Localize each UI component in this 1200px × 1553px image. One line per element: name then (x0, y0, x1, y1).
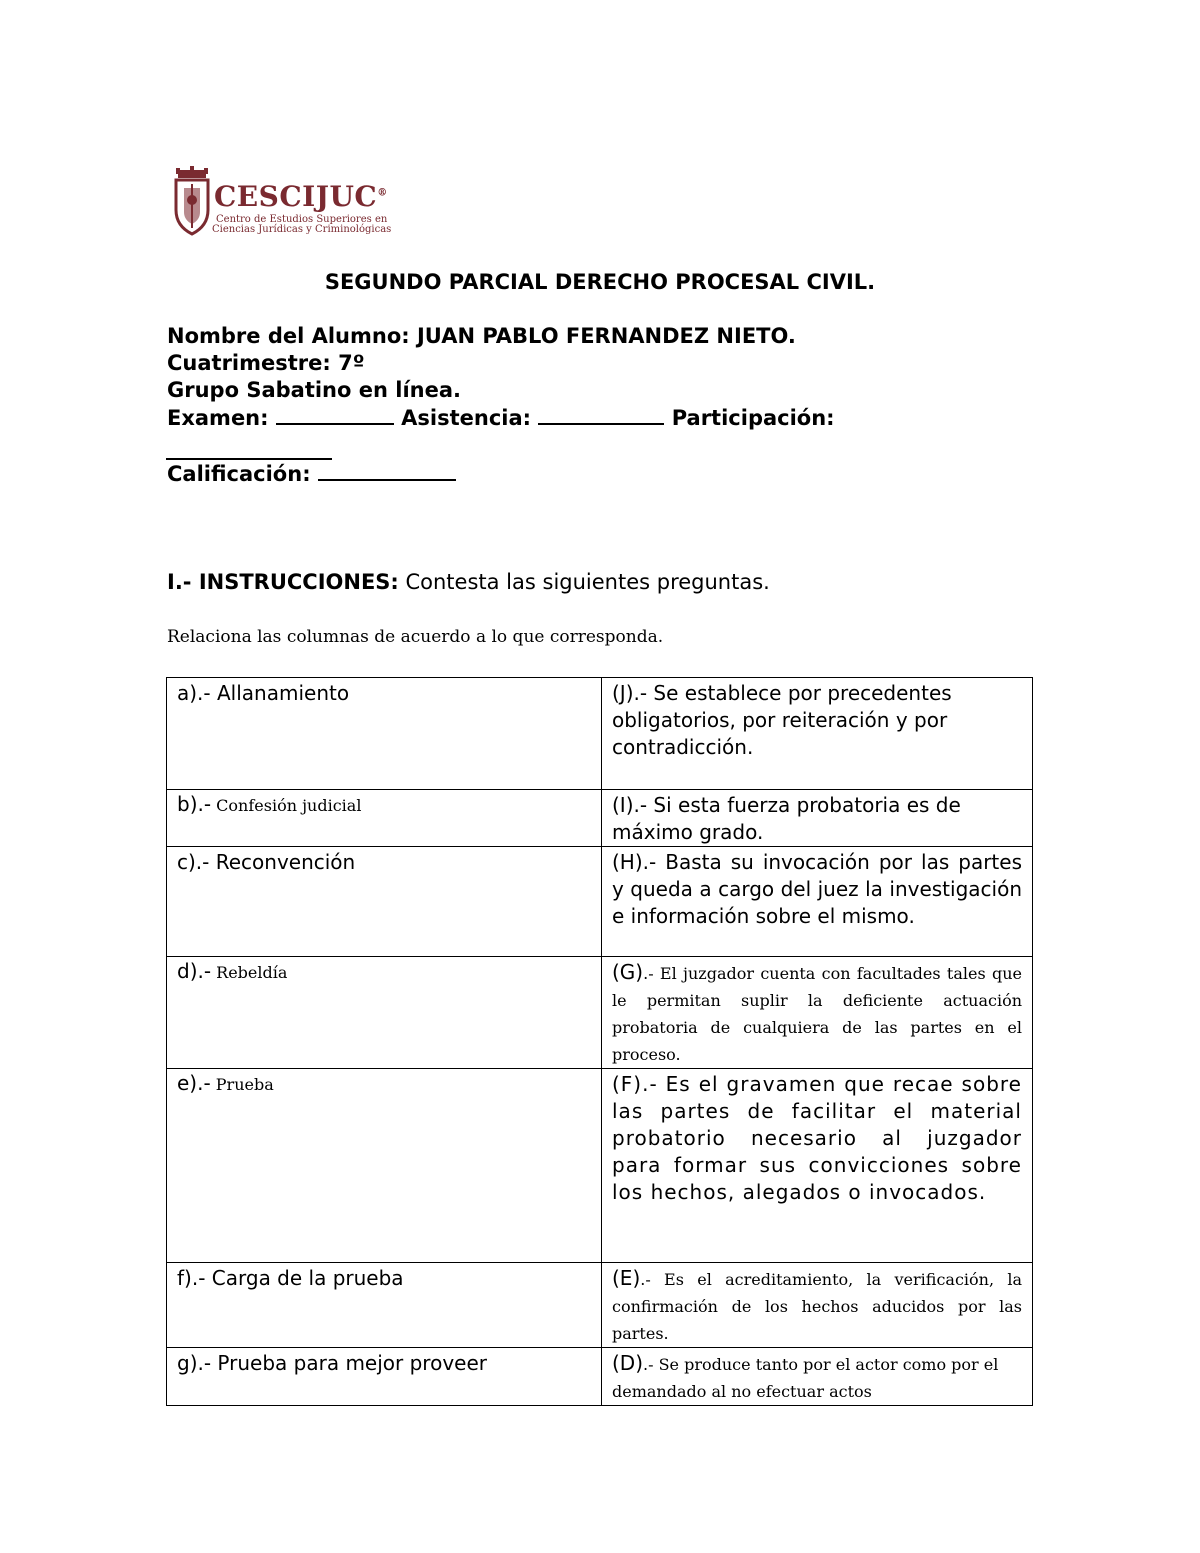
logo-subtitle-2: Ciencias Jurídicas y Criminológicas (212, 224, 392, 235)
table-row (167, 847, 1033, 957)
instructions-heading: I.- INSTRUCCIONES: (167, 570, 399, 594)
participation-blank (166, 458, 332, 460)
right-cell: (G).- El juzgador cuenta con facultades tales que le permitan suplir la deficiente actuación probatoria de cualquiera de las partes en el proceso. (602, 957, 1033, 1069)
right-cell: (J).- Se establece por precedentes obligatorios, por reiteración y por contradicción. (602, 678, 1033, 790)
relate-instruction: Relaciona las columnas de acuerdo a lo que corresponda. (167, 627, 664, 647)
term: Cuatrimestre: 7º (167, 351, 365, 375)
table-row (167, 1069, 1033, 1263)
attendance-label: Asistencia: (401, 406, 532, 430)
matching-table (166, 677, 1033, 1406)
crest-icon (172, 166, 212, 236)
grade-blank (318, 461, 456, 481)
exam-blank (276, 405, 394, 425)
attendance-blank (538, 405, 664, 425)
grade-label: Calificación: (167, 462, 311, 486)
table-row (167, 790, 1033, 847)
right-cell: (H).- Basta su invocación por las partes y queda a cargo del juez la investigación e información sobre el mismo. (602, 847, 1033, 957)
left-cell: b).- Confesión judicial (167, 790, 602, 847)
right-cell: (E).- Es el acreditamiento, la verificación, la confirmación de los hechos aducidos por las partes. (602, 1263, 1033, 1348)
right-cell: (F).- Es el gravamen que recae sobre las partes de facilitar el material probatorio necesario al juzgador para formar sus convicciones sobre los hechos, alegados o invocados. (602, 1069, 1033, 1263)
participation-label: Participación: (671, 406, 835, 430)
instructions (167, 570, 770, 594)
left-cell: d).- Rebeldía (167, 957, 602, 1069)
right-cell: (I).- Si esta fuerza probatoria es de máximo grado. (602, 790, 1033, 847)
table-row (167, 957, 1033, 1069)
left-cell: c).- Reconvención (167, 847, 602, 957)
instructions-text: Contesta las siguientes preguntas. (398, 570, 770, 594)
logo-name: CESCIJUC® (214, 180, 388, 213)
table-row (167, 1263, 1033, 1348)
grade-line (167, 461, 456, 486)
table-row (167, 1348, 1033, 1406)
exam-label: Examen: (167, 406, 269, 430)
left-cell: a).- Allanamiento (167, 678, 602, 790)
page-title: SEGUNDO PARCIAL DERECHO PROCESAL CIVIL. (324, 270, 876, 294)
right-cell: (D).- Se produce tanto por el actor como por el demandado al no efectuar actos (602, 1348, 1033, 1406)
left-cell: f).- Carga de la prueba (167, 1263, 602, 1348)
institution-logo (172, 166, 392, 238)
student-name: Nombre del Alumno: JUAN PABLO FERNANDEZ NIETO. (167, 324, 796, 348)
left-cell: e).- Prueba (167, 1069, 602, 1263)
left-cell: g).- Prueba para mejor proveer (167, 1348, 602, 1406)
table-row (167, 678, 1033, 790)
logo-subtitle-1: Centro de Estudios Superiores en (216, 214, 388, 225)
group: Grupo Sabatino en línea. (167, 378, 461, 402)
scores-line (167, 405, 835, 430)
